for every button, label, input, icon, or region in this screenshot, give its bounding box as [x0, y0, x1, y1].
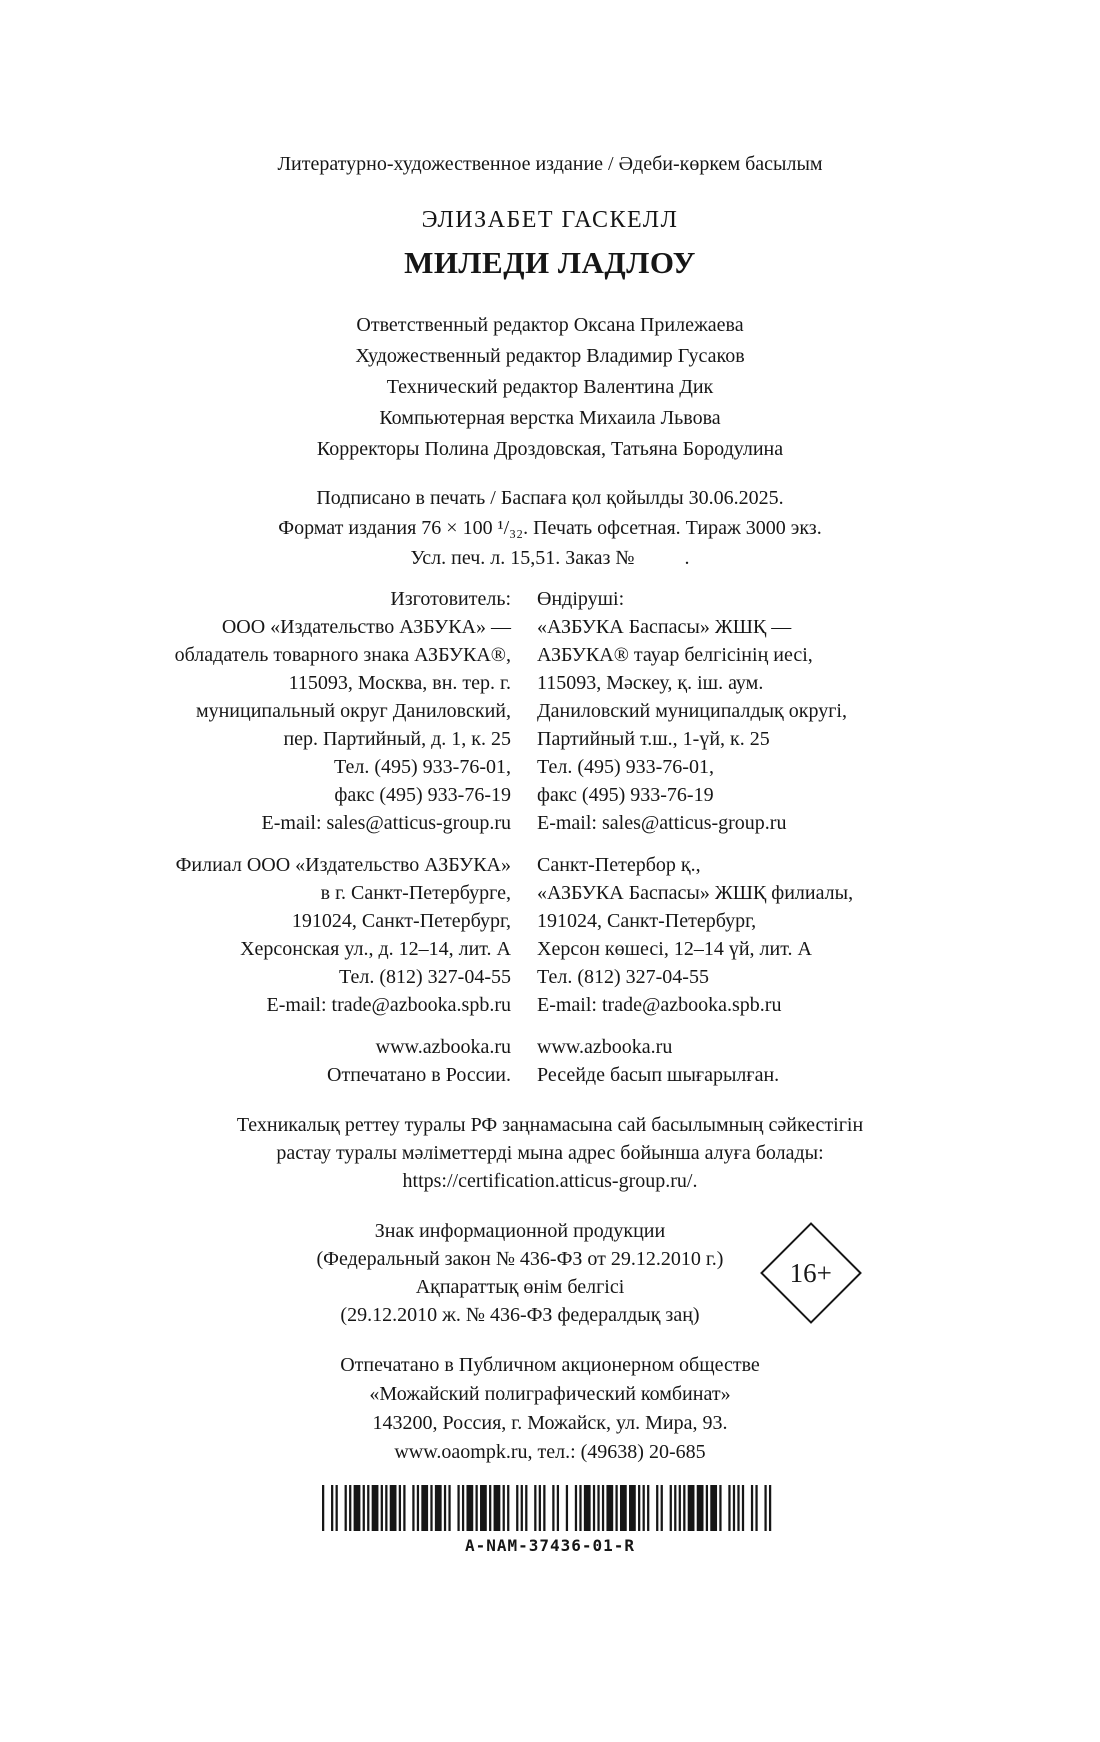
- text-line: www.azbooka.ru: [375, 1036, 511, 1058]
- text-line: www.oaompk.ru, тел.: (49638) 20-685: [394, 1441, 706, 1463]
- text-line: Техникалық реттеу туралы РФ заңнамасына сай басылымның сәйкестігін: [236, 1114, 864, 1136]
- text-line: Ресейде басып шығарылған.: [537, 1064, 780, 1086]
- imprint-column-russian: [54, 585, 511, 1089]
- text-line: 143200, Россия, г. Можайск, ул. Мира, 93.: [372, 1412, 728, 1434]
- text-line: Отпечатано в Публичном акционерном обществе: [340, 1354, 760, 1376]
- text-line: АЗБУКА® тауар белгісінің иесі,: [537, 644, 813, 666]
- text-line: Отпечатано в России.: [327, 1064, 511, 1086]
- text-line: ООО «Издательство АЗБУКА» —: [221, 616, 511, 638]
- text-line: Санкт-Петербор қ.,: [537, 854, 701, 876]
- text-line: Знак информационной продукции: [374, 1220, 666, 1242]
- print-info-block: [0, 483, 1100, 573]
- barcode: [0, 1485, 1100, 1557]
- text-line: Даниловский муниципалдық округі,: [537, 700, 847, 722]
- text-line: Партийный т.ш., 1-үй, к. 25: [537, 728, 770, 750]
- manufacturer-info-ru: [54, 585, 511, 837]
- text-line: Херсонская ул., д. 12–14, лит. А: [240, 938, 511, 960]
- text-line: (29.12.2010 ж. № 436-ФЗ федералдық заң): [340, 1304, 700, 1326]
- author-name: ЭЛИЗАБЕТ ГАСКЕЛЛ: [421, 207, 679, 233]
- age-mark-diamond: [758, 1220, 864, 1326]
- branch-info-kz: [537, 851, 994, 1019]
- text-line: факс (495) 933-76-19: [334, 784, 511, 806]
- text-line: «Можайский полиграфический комбинат»: [369, 1383, 731, 1405]
- text-line: Филиал ООО «Издательство АЗБУКА»: [175, 854, 511, 876]
- text-line: Тел. (495) 933-76-01,: [334, 756, 511, 778]
- text-line: 191024, Санкт-Петербург,: [291, 910, 511, 932]
- imprint-columns: [54, 585, 994, 1089]
- info-sign-block: [0, 1215, 1100, 1331]
- website-info-ru: [54, 1033, 511, 1089]
- text-line: E-mail: trade@azbooka.spb.ru: [537, 994, 782, 1016]
- barcode-bars: [322, 1485, 778, 1531]
- printer-block: [0, 1351, 1100, 1467]
- age-mark-frame: [760, 1222, 862, 1324]
- credits-block: [0, 310, 1100, 465]
- text-line: Формат издания 76 × 100 ¹/₃₂. Печать офсетная. Тираж 3000 экз.: [278, 517, 822, 539]
- text-line: Усл. печ. л. 15,51. Заказ № .: [410, 547, 690, 569]
- text-line: Ақпараттық өнім белгісі: [415, 1276, 625, 1298]
- text-line: E-mail: trade@azbooka.spb.ru: [266, 994, 511, 1016]
- text-line: E-mail: sales@atticus-group.ru: [537, 812, 787, 834]
- text-line: Художественный редактор Владимир Гусаков: [355, 345, 745, 367]
- imprint-column-kazakh: [537, 585, 994, 1089]
- text-line: 115093, Москва, вн. тер. г.: [288, 672, 511, 694]
- book-title: МИЛЕДИ ЛАДЛОУ: [404, 245, 696, 280]
- manufacturer-info-kz: [537, 585, 994, 837]
- barcode-label: A-NAM-37436-01-R: [464, 1536, 636, 1555]
- text-line: Технический редактор Валентина Дик: [386, 376, 714, 398]
- text-line: в г. Санкт-Петербурге,: [320, 882, 511, 904]
- text-line: Тел. (495) 933-76-01,: [537, 756, 714, 778]
- text-line: обладатель товарного знака АЗБУКА®,: [174, 644, 511, 666]
- text-line: www.azbooka.ru: [537, 1036, 673, 1058]
- website-info-kz: [537, 1033, 994, 1089]
- age-mark-label: 16+: [789, 1257, 833, 1288]
- text-line: (Федеральный закон № 436-ФЗ от 29.12.2010 г.): [316, 1248, 724, 1270]
- text-line: муниципальный округ Даниловский,: [195, 700, 511, 722]
- text-line: Корректоры Полина Дроздовская, Татьяна Бородулина: [316, 438, 784, 460]
- text-line: Подписано в печать / Баспаға қол қойылды 30.06.2025.: [316, 487, 784, 509]
- text-line: https://certification.atticus-group.ru/.: [402, 1170, 698, 1192]
- text-line: 191024, Санкт-Петербург,: [537, 910, 757, 932]
- text-line: растау туралы мәліметтерді мына адрес бойынша алуға болады:: [276, 1142, 824, 1164]
- text-line: «АЗБУКА Баспасы» ЖШҚ —: [537, 616, 792, 638]
- edition-line: Литературно-художественное издание / Әдеби-көркем басылым: [277, 153, 823, 175]
- info-sign-text: [200, 1215, 840, 1329]
- text-line: E-mail: sales@atticus-group.ru: [261, 812, 511, 834]
- text-line: Өндіруші:: [537, 588, 625, 610]
- text-line: факс (495) 933-76-19: [537, 784, 714, 806]
- text-line: Изготовитель:: [390, 588, 511, 610]
- branch-info-ru: [54, 851, 511, 1019]
- text-line: «АЗБУКА Баспасы» ЖШҚ филиалы,: [537, 882, 854, 904]
- text-line: Херсон көшесі, 12–14 үй, лит. А: [537, 938, 812, 960]
- text-line: Компьютерная верстка Михаила Львова: [379, 407, 721, 429]
- text-line: 115093, Мәскеу, қ. іш. аум.: [537, 672, 764, 694]
- text-line: Тел. (812) 327-04-55: [339, 966, 511, 988]
- text-line: Тел. (812) 327-04-55: [537, 966, 709, 988]
- certification-block: [0, 1111, 1100, 1195]
- text-line: пер. Партийный, д. 1, к. 25: [283, 728, 511, 750]
- text-line: Ответственный редактор Оксана Прилежаева: [356, 314, 744, 336]
